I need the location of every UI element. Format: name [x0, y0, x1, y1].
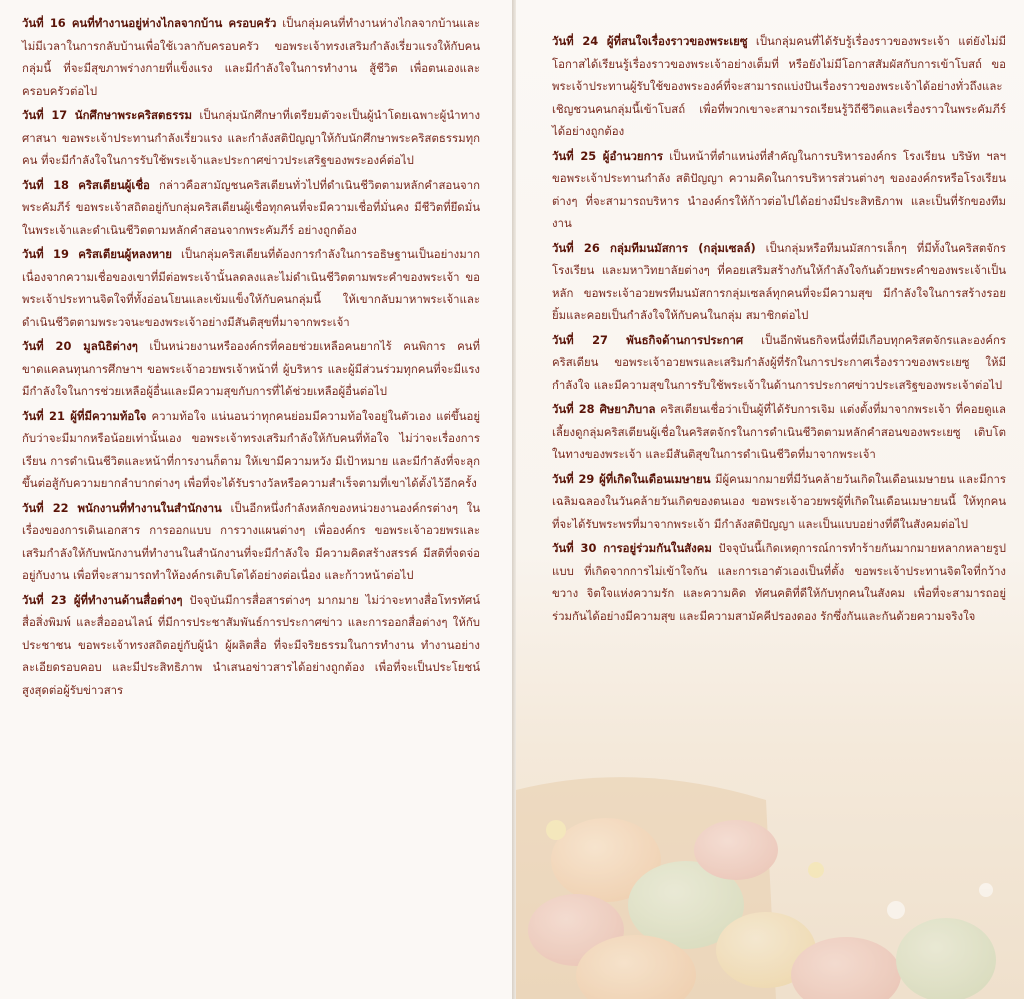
entry-heading: วันที่ 21 ผู้ที่มีความท้อใจ	[22, 408, 147, 423]
left-column	[22, 12, 480, 703]
entry-heading: วันที่ 17 นักศึกษาพระคริสตธรรม	[22, 108, 193, 122]
entry-heading: วันที่ 30 การอยู่ร่วมกันในสังคม	[552, 541, 712, 555]
prayer-entry-day-27	[552, 329, 1006, 397]
prayer-entry-day-29	[552, 468, 1006, 536]
entry-body: เป็นกลุ่มหรือทีมนมัสการเล็กๆ ที่มีทั้งในคริสตจักร โรงเรียน และมหาวิทยาลัยต่างๆ ที่คอยเสริมสร้างกันให้กำลังใจกันด้วยพระคำของพระเจ้าเป็นหลัก ขอพระเจ้าอวยพรทีมนมัสการกลุ่มเซลล์ทุกคนที่จะมีความสุข มีกำลังใจในการสร้างรอยยิ้มและคอยเป็นกำลังใจให้กับคนในกลุ่ม สมาชิกต่อไป	[552, 240, 1006, 322]
entry-body: ปัจจุบันนี้เกิดเหตุการณ์การทำร้ายกันมากมายหลากหลายรูปแบบ ที่เกิดจากการไม่เข้าใจกัน และการเอาตัวเองเป็นที่ตั้ง ขอพระเจ้าประทานจิตใจที่กว้างขวาง จิตใจแห่งความรัก และความคิด ทัศนคติที่ดีให้กับทุกคนในสังคม เพื่อที่จะสามารถอยู่ร่วมกันได้อย่างมีความสุข และมีความสามัคคีปรองดอง รักซึ่งกันและกันด้วยความจริงใจ	[552, 541, 1006, 623]
entry-heading: วันที่ 29 ผู้ที่เกิดในเดือนเมษายน	[552, 471, 711, 486]
entry-body: เป็นกลุ่มคริสเตียนที่ต้องการกำลังในการอธิษฐานเป็นอย่างมาก เนื่องจากความเชื่อของเขาที่มีต่อพระเจ้านั้นลดลงและไม่ดำเนินชีวิตตามพระคำของพระเจ้า ขอพระเจ้าประทานจิตใจที่ทั้งอ่อนโยนและเข้มแข็งให้กับคนกลุ่มนี้ ให้เขากลับมาหาพระเจ้าและดำเนินชีวิตตามพระวจนะของพระเจ้าอย่างมีสันติสุขที่มาจากพระเจ้า	[22, 247, 481, 329]
prayer-entry-day-24	[552, 30, 1006, 143]
entry-heading: วันที่ 23 ผู้ที่ทำงานด้านสื่อต่างๆ	[22, 592, 183, 607]
prayer-entry-day-19	[22, 243, 480, 333]
entry-body: คริสเตียนเชื่อว่าเป็นผู้ที่ได้รับการเจิม แต่งตั้งที่มาจากพระเจ้า ที่คอยดูแล เลี้ยงดูกลุ่มคริสเตียนผู้เชื่อในคริสตจักรในการดำเนินชีวิตตามหลักคำสอนของพระเยซู เติบโตในทางของพระเจ้า และมีสันติสุขในการดำเนินชีวิตที่มาจากพระเจ้า	[552, 402, 1006, 461]
entry-body: เป็นกลุ่มคนที่ทำงานห่างไกลจากบ้านและไม่มีเวลาในการกลับบ้านเพื่อใช้เวลากับครอบครัว ขอพระเจ้าทรงเสริมกำลังเรี่ยวแรงให้กับคนกลุ่มนี้ ที่จะมีสุขภาพร่างกายที่แข็งแรง และมีกำลังใจในการทำงาน สู้ชีวิต เพื่อตนเองและครอบครัวต่อไป	[22, 16, 480, 98]
entry-heading: วันที่ 28 ศิษยาภิบาล	[552, 402, 656, 416]
prayer-entry-day-23	[22, 589, 480, 702]
prayer-entry-day-22	[22, 497, 480, 587]
entry-body: เป็นอีกหนึ่งกำลังหลักของหน่วยงานองค์กรต่างๆ ในเรื่องของการเดินเอกสาร การออกแบบ การวางแผนต่างๆ เพื่อองค์กร ขอพระเจ้าอวยพรและเสริมกำลังให้กับพนักงานที่ทำงานในสำนักงานที่จะมีกำลังใจ มีความคิดสร้างสรรค์ มีสติที่จดจ่ออยู่กับงาน เพื่อที่จะสามารถทำให้องค์กรเติบโตได้อย่างต่อเนื่อง และก้าวหน้าต่อไป	[22, 500, 480, 582]
entry-body: เป็นหน่วยงานหรือองค์กรที่คอยช่วยเหลือคนยากไร้ คนพิการ คนที่ขาดแคลนทุนการศึกษาฯ ขอพระเจ้าอวยพรเจ้าหน้าที่ ผู้บริหาร และผู้มีส่วนร่วมทุกคนที่จะมีแรง มีกำลังใจในการช่วยเหลือผู้อื่นและมีความสุขกับการที่ได้ช่วยเหลือผู้อื่นต่อไป	[22, 339, 480, 398]
entry-body: มีผู้คนมากมายที่มีวันคล้ายวันเกิดในเดือนเมษายน และมีการเฉลิมฉลองในวันคล้ายวันเกิดของตนเอง ขอพระเจ้าอวยพรผู้ที่เกิดในเดือนเมษายนนี้ ให้ทุกคนที่จะได้รับพระพรที่มาจากพระเจ้า มีกำลังสติปัญญา และเป็นแบบอย่างที่ดีในสังคมต่อไป	[552, 471, 1006, 531]
entry-heading: วันที่ 19 คริสเตียนผู้หลงหาย	[22, 247, 172, 261]
right-page	[516, 0, 1024, 999]
entry-body: กล่าวคือสามัญชนคริสเตียนทั่วไปที่ดำเนินชีวิตตามหลักคำสอนจากพระคัมภีร์ ขอพระเจ้าสถิตอยู่กับกลุ่มคริสเตียนผู้เชื่อทุกคนที่จะมีความเชื่อที่มั่นคง มีชีวิตที่ยึดมั่นในพระเจ้าและดำเนินชีวิตตามหลักคำสอนจากพระคัมภีร์ อย่างถูกต้อง	[22, 177, 480, 237]
prayer-entry-day-17	[22, 104, 480, 172]
entry-body: ปัจจุบันมีการสื่อสารต่างๆ มากมาย ไม่ว่าจะทางสื่อโทรทัศน์ สื่อสิ่งพิมพ์ และสื่อออนไลน์ ที่มีการประชาสัมพันธ์การประกาศข่าว และการออกสื่อต่างๆ ให้กับประชาชน ขอพระเจ้าทรงสถิตอยู่กับผู้นำ ผู้ผลิตสื่อ ที่จะมีจริยธรรมในการทำงาน ทำงานอย่างละเอียดรอบคอบ และมีประสิทธิภาพ นำเสนอข่าวสารได้อย่างถูกต้อง เพื่อที่จะเป็นประโยชน์สูงสุดต่อผู้รับข่าวสาร	[22, 592, 480, 697]
entry-heading: วันที่ 25 ผู้อำนวยการ	[552, 148, 663, 163]
prayer-entry-day-16	[22, 12, 480, 102]
entry-body: เป็นอีกพันธกิจหนึ่งที่มีเกือบทุกคริสตจักรและองค์กรคริสเตียน ขอพระเจ้าอวยพรและเสริมกำลังผู้ที่รักในการประกาศเรื่องราวของพระเยซู ให้มีกำลังใจ และมีความสุขในการรับใช้พระเจ้าในด้านการประกาศข่าวประเสริฐของพระเจ้าต่อไป	[552, 332, 1006, 392]
entry-body: เป็นกลุ่มนักศึกษาที่เตรียมตัวจะเป็นผู้นำโดยเฉพาะผู้นำทางศาสนา ขอพระเจ้าประทานกำลังเรี่ยวแรง และกำลังสติปัญญาให้กับนักศึกษาพระคริสตธรรมทุกคน ที่จะมีกำลังใจในการรับใช้พระเจ้าและประกาศข่าวประเสริฐของพระองค์ต่อไป	[22, 108, 481, 167]
entry-heading: วันที่ 20 มูลนิธิต่างๆ	[22, 339, 138, 353]
entry-heading: วันที่ 27 พันธกิจด้านการประกาศ	[552, 332, 744, 347]
prayer-entry-day-20	[22, 335, 480, 403]
prayer-entry-day-25	[552, 145, 1006, 235]
entry-heading: วันที่ 26 กลุ่มทีมนมัสการ (กลุ่มเซลล์)	[552, 240, 756, 255]
prayer-entry-day-26	[552, 237, 1006, 327]
prayer-entry-day-28	[552, 398, 1006, 466]
prayer-entry-day-21	[22, 405, 480, 495]
entry-body: ความท้อใจ แน่นอนว่าทุกคนย่อมมีความท้อใจอยู่ในตัวเอง แต่ขึ้นอยู่กับว่าจะมีมากหรือน้อยเท่านั้นเอง ขอพระเจ้าทรงเสริมกำลังให้กับคนที่ท้อใจ ไม่ว่าจะเรื่องการเรียน การดำเนินชีวิตและหน้าที่การงานก็ตาม ให้เขามีความหวัง มีเป้าหมาย และมีกำลังที่จะลุกขึ้นต่อสู้กับความยากลำบากต่างๆ เพื่อที่จะได้รับรางวัลหรือความสำเร็จตามที่เขาได้ตั้งไว้อีกครั้ง	[22, 408, 481, 490]
prayer-entry-day-30	[552, 537, 1006, 627]
entry-heading: วันที่ 16 คนที่ทำงานอยู่ห่างไกลจากบ้าน ครอบครัว	[22, 16, 277, 30]
prayer-entry-day-18	[22, 174, 480, 242]
entry-body: เป็นหน้าที่ตำแหน่งที่สำคัญในการบริหารองค์กร โรงเรียน บริษัท ฯลฯ ขอพระเจ้าประทานกำลัง สติปัญญา ความคิดในการบริหารส่วนต่างๆ ขององค์กรหรือโรงเรียนต่างๆ ที่จะสามารถบริหาร นำองค์กรให้ก้าวต่อไปได้อย่างมีประสิทธิภาพ และเป็นที่รักของทีมงาน	[552, 148, 1006, 230]
entry-heading: วันที่ 18 คริสเตียนผู้เชื่อ	[22, 177, 150, 192]
entry-heading: วันที่ 24 ผู้ที่สนใจเรื่องราวของพระเยซู	[552, 34, 748, 48]
right-column	[552, 30, 1006, 629]
entry-body: เป็นกลุ่มคนที่ได้รับรู้เรื่องราวของพระเจ้า แต่ยังไม่มีโอกาสได้เรียนรู้เรื่องราวของพระเจ้าอย่างเต็มที่ หรือยังไม่มีโอกาสสัมผัสกับการเข้าโบสถ์ ขอพระเจ้าประทานผู้รับใช้ของพระองค์ที่จะสามารถแบ่งปันเรื่องราวของพระเจ้าได้อย่างทั่วถึงและเชิญชวนคนกลุ่มนี้เข้าโบสถ์ เพื่อที่พวกเขาจะสามารถเรียนรู้วิถีชีวิตและเรื่องราวในพระคัมภีร์ได้อย่างถูกต้อง	[552, 34, 1006, 138]
entry-heading: วันที่ 22 พนักงานที่ทำงานในสำนักงาน	[22, 500, 222, 515]
